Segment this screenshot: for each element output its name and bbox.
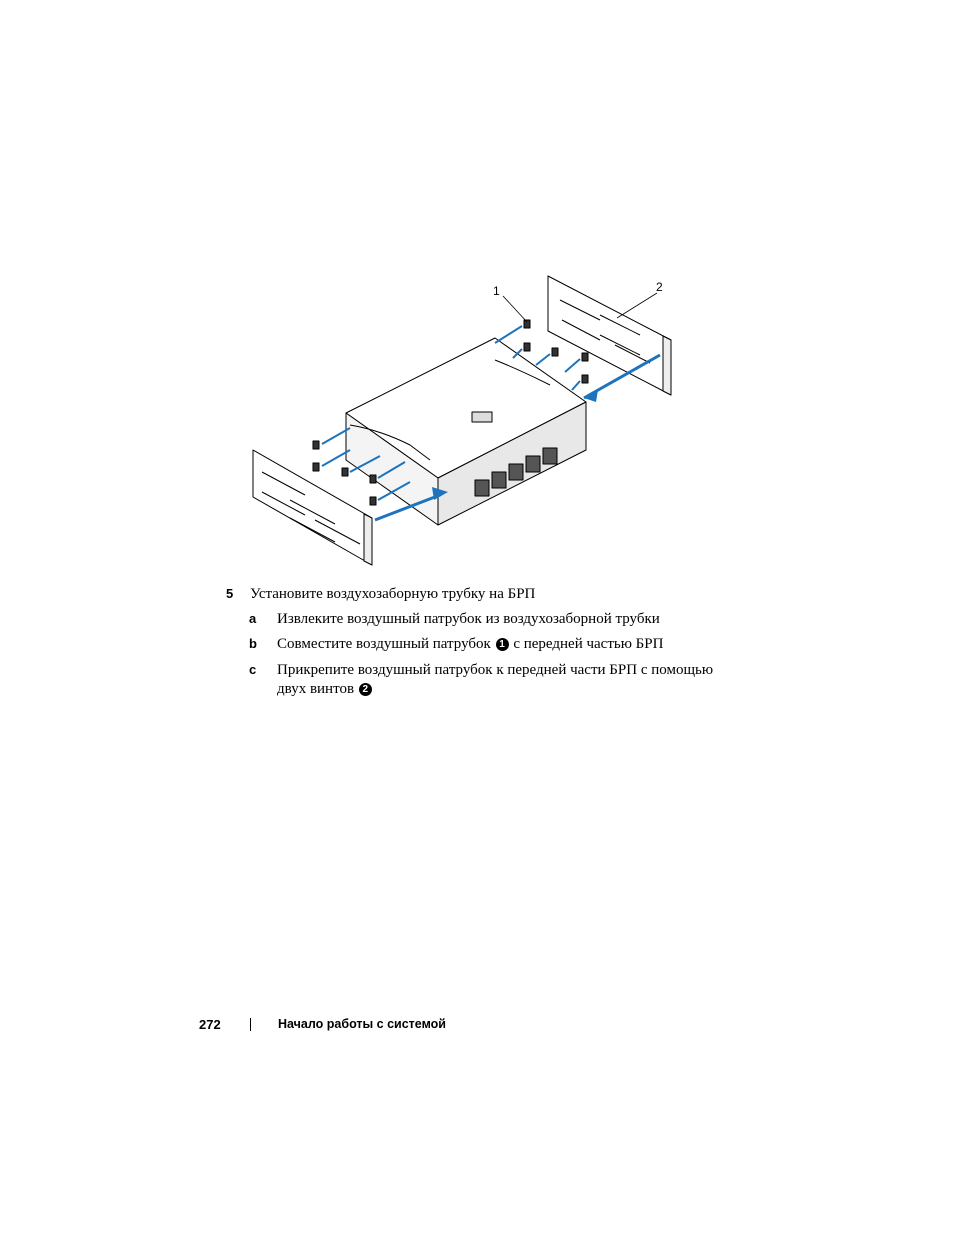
substep-b-text-after: с передней частью БРП	[513, 636, 664, 652]
substep-c-line1: Прикрепите воздушный патрубок к передней части БРП с помощью	[277, 662, 714, 678]
callout-1-marker: 1	[496, 638, 509, 651]
step-5-number: 5	[226, 586, 234, 601]
step-5-text: Установите воздухозаборную трубку на БРП	[250, 586, 536, 602]
substep-c-line2	[277, 679, 373, 699]
substep-a-marker: a	[249, 611, 257, 626]
substep-c-line2-text: двух винтов	[277, 681, 355, 697]
page-number: 272	[199, 1017, 221, 1032]
substep-b-text	[277, 634, 663, 654]
callout-2-marker: 2	[359, 683, 372, 696]
substep-a-text: Извлеките воздушный патрубок из воздухозаборной трубки	[277, 611, 660, 627]
callout-1: 1	[493, 284, 500, 298]
substep-c-marker: c	[249, 662, 257, 677]
callout-2: 2	[656, 280, 663, 294]
substep-b-marker: b	[249, 636, 257, 651]
right-rail-bracket	[548, 276, 671, 395]
footer-section-title: Начало работы с системой	[278, 1017, 446, 1031]
substep-b-text-before: Совместите воздушный патрубок	[277, 636, 491, 652]
footer-divider	[250, 1018, 251, 1031]
